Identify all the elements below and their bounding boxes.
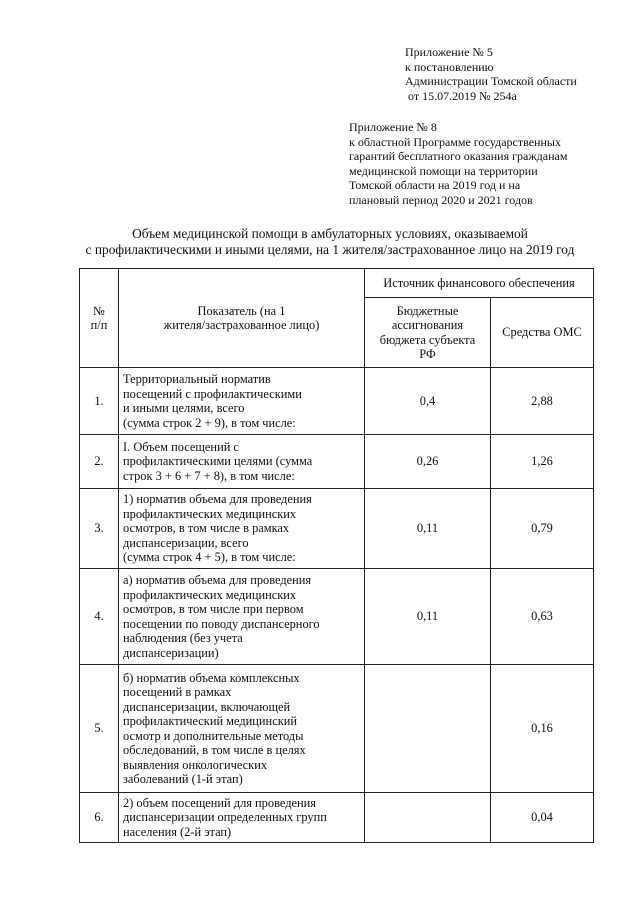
row-oms-value: 0,79	[491, 489, 594, 569]
appendix-line: Томской области на 2019 год и на	[349, 178, 521, 192]
appendix-line: Приложение № 5	[405, 45, 493, 59]
row-number: 2.	[80, 435, 119, 489]
appendix-line: к областной Программе государственных	[349, 134, 561, 149]
row-number: 4.	[80, 569, 119, 665]
header-indicator: Показатель (на 1 жителя/застрахованное лицо)	[119, 269, 365, 368]
table-row	[80, 368, 594, 435]
row-oms-value: 0,63	[491, 569, 594, 665]
appendix-line: гарантий бесплатного оказания гражданам	[349, 149, 568, 163]
row-oms-value: 2,88	[491, 368, 594, 435]
row-budget-value: 0,4	[365, 368, 491, 435]
document-title	[60, 226, 600, 258]
row-budget-value: 0,11	[365, 569, 491, 665]
title-line-2: с профилактическими и иными целями, на 1 жителя/застрахованное лицо на 2019 год	[85, 242, 575, 257]
row-oms-value: 0,04	[491, 793, 594, 843]
row-number: 3.	[80, 489, 119, 569]
appendix-line: к постановлению	[405, 59, 494, 74]
row-budget-value: 0,11	[365, 489, 491, 569]
table-row	[80, 435, 594, 489]
row-oms-value: 0,16	[491, 665, 594, 793]
row-number: 5.	[80, 665, 119, 793]
row-budget-value	[365, 793, 491, 843]
row-number: 6.	[80, 793, 119, 843]
table-row	[80, 665, 594, 793]
row-oms-value: 1,26	[491, 435, 594, 489]
header-number: № п/п	[80, 269, 119, 368]
header-budget: Бюджетные ассигнования бюджета субъекта РФ	[365, 298, 491, 368]
appendix-program-block	[349, 120, 634, 207]
title-line-1: Объем медицинской помощи в амбулаторных условиях, оказываемой	[132, 226, 528, 241]
row-indicator: I. Объем посещений с профилактическими целями (сумма строк 3 + 6 + 7 + 8), в том числе:	[119, 435, 365, 489]
appendix-line: от 15.07.2019 № 254а	[405, 88, 517, 103]
table-header-row	[80, 269, 594, 298]
table-row	[80, 489, 594, 569]
appendix-line: плановый период 2020 и 2021 годов	[349, 192, 533, 207]
header-oms: Средства ОМС	[491, 298, 594, 368]
appendix-resolution-block	[405, 45, 635, 103]
row-indicator: Территориальный норматив посещений с профилактическими и иными целями, всего (сумма строк 2 + 9), в том числе:	[119, 368, 365, 435]
row-indicator: б) норматив объема комплексных посещений в рамках диспансеризации, включающей профилактический медицинский осмотр и дополнительные методы обследований, в том числе в целях выявления онкологических заболеваний (1-й этап)	[119, 665, 365, 793]
row-number: 1.	[80, 368, 119, 435]
header-funding-source: Источник финансового обеспечения	[365, 269, 594, 298]
table-row	[80, 569, 594, 665]
row-indicator: 2) объем посещений для проведения диспансеризации определенных групп населения (2-й этап)	[119, 793, 365, 843]
table-row	[80, 793, 594, 843]
appendix-line: медицинской помощи на территории	[349, 163, 538, 178]
appendix-line: Администрации Томской области	[405, 74, 577, 88]
volume-table	[79, 268, 594, 843]
row-budget-value	[365, 665, 491, 793]
row-indicator: а) норматив объема для проведения профилактических медицинских осмотров, в том числе при первом посещении по поводу диспансерного наблюдения (без учета диспансеризации)	[119, 569, 365, 665]
appendix-line: Приложение № 8	[349, 120, 437, 134]
row-budget-value: 0,26	[365, 435, 491, 489]
row-indicator: 1) норматив объема для проведения профилактических медицинских осмотров, в том числе в рамках диспансеризации, всего (сумма строк 4 + 5), в том числе:	[119, 489, 365, 569]
